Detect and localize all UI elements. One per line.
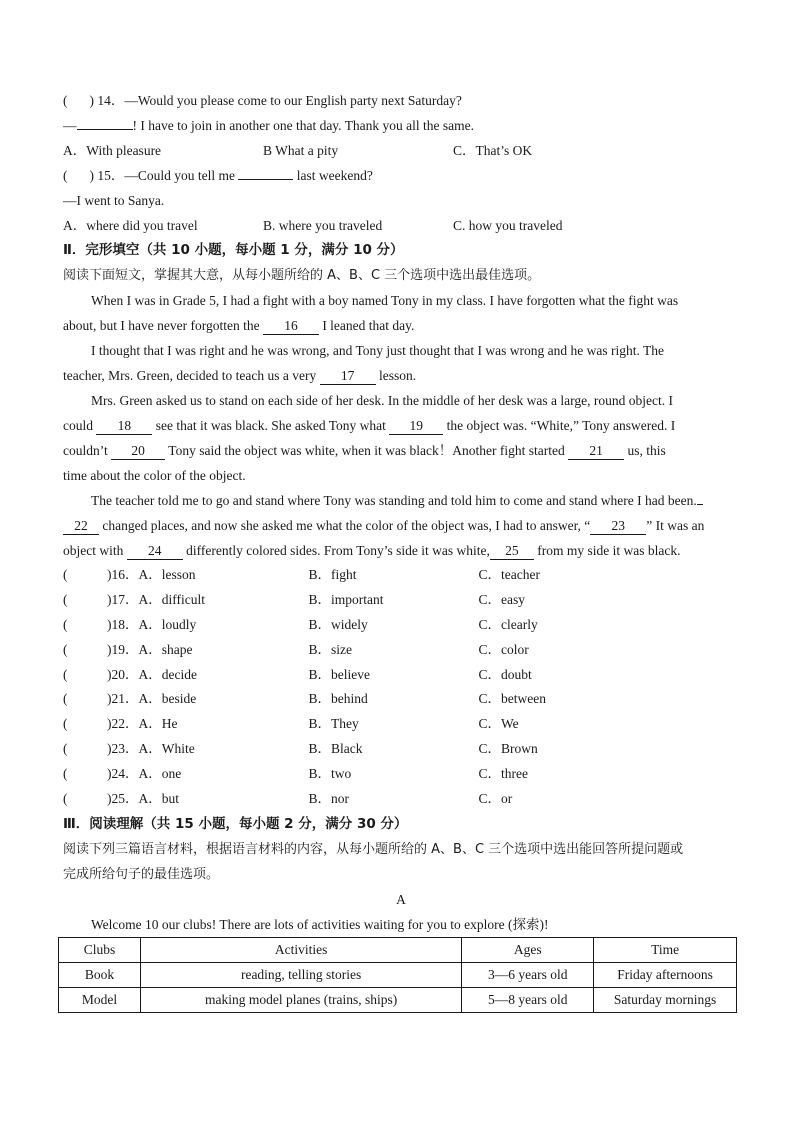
option-c: C．color (478, 641, 529, 657)
mcq-number: 25． (111, 791, 139, 807)
table-cell: Friday afternoons (594, 962, 737, 987)
blank-25[interactable]: 25 (490, 543, 534, 560)
option-c: C．Brown (478, 741, 538, 757)
passage-line: I thought that I was right and he was wrong, and Tony just thought that I was wrong and he was right. The (91, 343, 664, 358)
table-cell: 5—8 years old (462, 987, 594, 1012)
text: changed places, and now she asked me what the color of the object was, I had to answer, “ (102, 518, 591, 533)
section-3-instruction-cont: 完成所给句子的最佳选项。 (63, 866, 220, 882)
blank-24[interactable]: 24 (127, 543, 183, 560)
option-b: B．widely (308, 616, 368, 632)
mcq-item: ( ) 18． A．loudly B．widely C．clearly (63, 613, 739, 638)
mcq-item: ( ) 23． A．White B．Black C．Brown (63, 737, 739, 762)
clubs-table (58, 937, 737, 1013)
passage-line (63, 488, 739, 513)
passage-line: Mrs. Green asked us to stand on each side of her desk. In the middle of her desk was a large, round object. I (91, 393, 673, 408)
section-3-instruction: 阅读下列三篇语言材料，根据语言材料的内容，从每小题所给的 A、B、C 三个选项中选出能回答所提问题或 (63, 841, 684, 857)
table-header-row (59, 937, 737, 962)
header-cell: Clubs (59, 937, 141, 962)
answer-paren-open: ( (63, 168, 68, 183)
option-a: A．beside (138, 691, 197, 707)
text: differently colored sides. From Tony’s side it was white, (186, 543, 490, 558)
mcq-list (63, 563, 739, 812)
mcq-number: 18． (111, 616, 139, 632)
section-2-instruction: 阅读下面短文，掌握其大意，从每小题所给的 A、B、C 三个选项中选出最佳选项。 (63, 268, 541, 283)
blank-18[interactable]: 18 (96, 418, 152, 435)
passage-line (63, 538, 739, 563)
answer-paren-open: ( (63, 93, 68, 108)
option-c: C．easy (478, 591, 525, 607)
mcq-item: ( ) 17． A．difficult B．important C．easy (63, 588, 739, 613)
section-3-title: Ⅲ．阅读理解（共 15 小题，每小题 2 分，满分 30 分） (63, 815, 408, 832)
option-b: B．believe (308, 666, 370, 682)
option-c: C．That’s OK (453, 143, 533, 158)
dash: — (63, 118, 77, 133)
text: The teacher told me to go and stand where Tony was standing and told him to come and stand where I had been. (91, 493, 697, 508)
table-cell: 3—6 years old (462, 962, 594, 987)
question-14 (63, 88, 739, 113)
question-14-options (63, 138, 739, 163)
option-c: C．between (478, 691, 546, 707)
text: Tony said the object was white, when it was black！Another fight started (168, 443, 565, 458)
table-row (59, 962, 737, 987)
mcq-number: 23． (111, 741, 139, 757)
table-cell: reading, telling stories (140, 962, 461, 987)
question-stem-end: last weekend? (296, 168, 373, 183)
table-cell: Book (59, 962, 141, 987)
header-cell: Ages (462, 937, 594, 962)
answer-paren-close: ) (89, 168, 94, 183)
option-a: A．difficult (138, 591, 205, 607)
option-a: A．White (138, 741, 195, 757)
question-15-options (63, 213, 739, 238)
option-b: B What a pity (263, 143, 339, 158)
header-cell: Activities (140, 937, 461, 962)
question-14-reply (63, 113, 739, 138)
mcq-item: ( ) 24． A．one B．two C．three (63, 762, 739, 787)
passage-line (63, 363, 739, 388)
option-a: A．one (138, 766, 182, 782)
text: object with (63, 543, 124, 558)
mcq-number: 21． (111, 691, 139, 707)
option-c: C．doubt (478, 666, 532, 682)
text: about, but I have never forgotten the (63, 318, 260, 333)
passage-line (63, 413, 739, 438)
blank-23[interactable]: 23 (590, 518, 646, 535)
text: us, this (627, 443, 666, 458)
text: could (63, 418, 93, 433)
passage-line: When I was in Grade 5, I had a fight with a boy named Tony in my class. I have forgotten what the fight was (91, 293, 679, 308)
option-b: B．fight (308, 567, 357, 582)
passage-line (63, 438, 739, 463)
option-a: A．where did you travel (63, 218, 198, 233)
mcq-number: 19． (111, 641, 139, 657)
option-b: B．size (308, 641, 352, 657)
option-b: B．Black (308, 741, 363, 757)
blank-lead (697, 504, 703, 505)
option-b: B．nor (308, 791, 349, 807)
option-c: C. how you traveled (453, 218, 563, 233)
mcq-number: 20． (111, 666, 139, 682)
question-15-reply: —I went to Sanya. (63, 193, 165, 208)
option-c: C．We (478, 716, 519, 732)
question-stem: 14．—Would you please come to our English party next Saturday? (97, 93, 462, 108)
exam-page (63, 88, 739, 1013)
passage-line (63, 513, 739, 538)
blank-16[interactable]: 16 (263, 318, 319, 335)
option-b: B．two (308, 766, 352, 782)
passage-intro: Welcome 10 our clubs! There are lots of activities waiting for you to explore (探索)! (91, 916, 549, 932)
mcq-item: ( ) 22． A．He B．They C．We (63, 712, 739, 737)
passage-line: time about the color of the object. (63, 468, 246, 483)
option-a: A．but (138, 791, 179, 807)
text: lesson. (378, 368, 417, 383)
text: I leaned that day. (322, 318, 415, 333)
question-15 (63, 163, 739, 188)
blank-19[interactable]: 19 (389, 418, 443, 435)
answer-blank[interactable] (238, 179, 293, 180)
text: see that it was black. She asked Tony what (155, 418, 386, 433)
option-c: C．clearly (478, 616, 538, 632)
option-b: B．important (308, 591, 384, 607)
passage-line (63, 313, 739, 338)
option-c: C．or (478, 791, 513, 807)
option-c: C．three (478, 766, 528, 782)
question-stem: 15．—Could you tell me (97, 168, 235, 183)
mcq-number: 24． (111, 766, 139, 782)
option-a: A．With pleasure (63, 143, 162, 158)
table-row (59, 987, 737, 1012)
mcq-number: 16． (111, 567, 139, 582)
option-c: C．teacher (478, 567, 540, 582)
mcq-number: 17． (111, 591, 139, 607)
text: the object was. “White,” Tony answered. I (446, 418, 676, 433)
text: ” It was an (646, 518, 705, 533)
mcq-number: 22． (111, 716, 139, 732)
mcq-item: ( ) 16． A．lesson B．fight C．teacher (63, 563, 739, 588)
mcq-item: ( ) 19． A．shape B．size C．color (63, 638, 739, 663)
blank-17[interactable]: 17 (320, 368, 376, 385)
text: couldn’t (63, 443, 108, 458)
option-b: B. where you traveled (263, 218, 383, 233)
answer-blank[interactable] (77, 129, 133, 130)
option-a: A．shape (138, 641, 193, 657)
blank-22[interactable]: 22 (63, 518, 99, 535)
passage-label: A (396, 891, 406, 907)
mcq-item: ( ) 20． A．decide B．believe C．doubt (63, 663, 739, 688)
option-b: B．They (308, 716, 359, 732)
mcq-item: ( ) 25． A．but B．nor C．or (63, 787, 739, 812)
option-a: A．decide (138, 666, 197, 682)
option-a: A．loudly (138, 616, 197, 632)
header-cell: Time (594, 937, 737, 962)
answer-paren-close: ) (89, 93, 94, 108)
table-cell: Model (59, 987, 141, 1012)
text: from my side it was black. (537, 543, 681, 558)
table-cell: making model planes (trains, ships) (140, 987, 461, 1012)
reply-text: ! I have to join in another one that day. Thank you all the same. (132, 118, 475, 133)
option-a: A．lesson (138, 567, 196, 582)
blank-21[interactable]: 21 (568, 443, 624, 460)
option-b: B．behind (308, 691, 368, 707)
option-a: A．He (138, 716, 178, 732)
mcq-item: ( ) 21． A．beside B．behind C．between (63, 687, 739, 712)
blank-20[interactable]: 20 (111, 443, 165, 460)
text: teacher, Mrs. Green, decided to teach us a very (63, 368, 317, 383)
section-2-title: Ⅱ．完形填空（共 10 小题，每小题 1 分，满分 10 分） (63, 242, 404, 258)
table-cell: Saturday mornings (594, 987, 737, 1012)
